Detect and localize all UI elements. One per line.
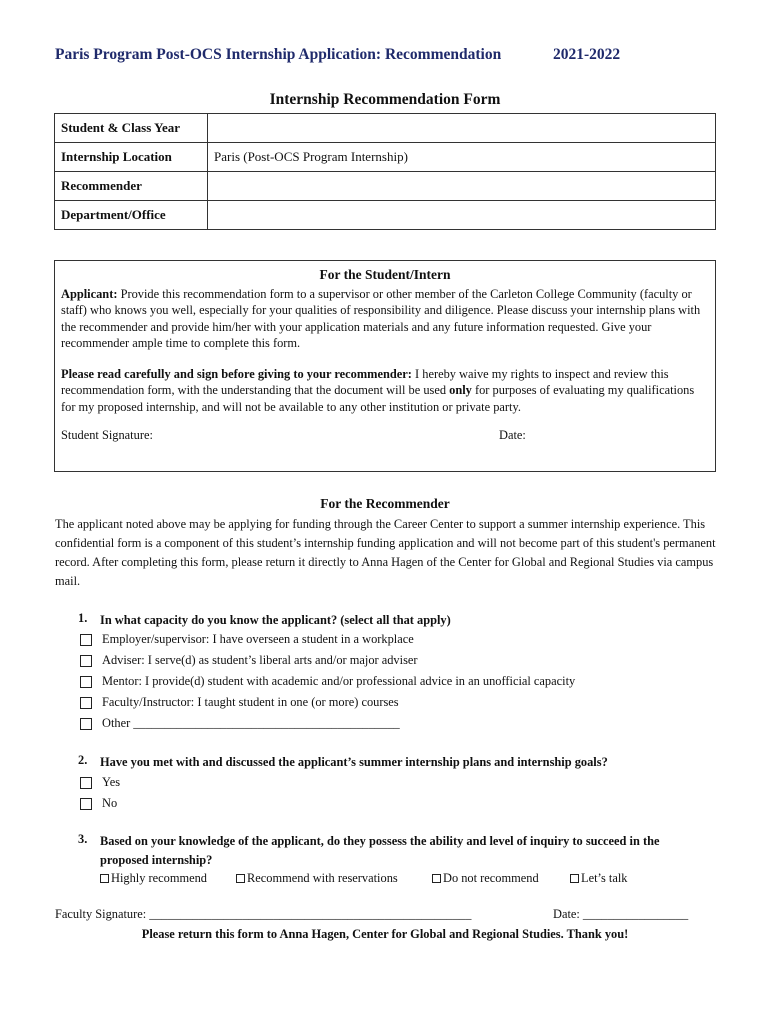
checkbox-icon[interactable] bbox=[80, 634, 92, 646]
question-number: 3. bbox=[78, 832, 88, 846]
recommender-section-heading: For the Recommender bbox=[320, 496, 450, 511]
return-instructions: Please return this form to Anna Hagen, Center for Global and Regional Studies. Thank you! bbox=[141, 927, 629, 941]
field-label: Recommender bbox=[55, 172, 208, 201]
faculty-signature-field[interactable]: Faculty Signature: ____________________________________________________ bbox=[55, 907, 472, 921]
question-1-text: In what capacity do you know the applicant? (select all that apply) bbox=[100, 613, 451, 627]
table-row bbox=[55, 114, 716, 143]
option-label: Do not recommend bbox=[443, 871, 539, 885]
academic-year: 2021-2022 bbox=[553, 46, 621, 63]
option-label: Highly recommend bbox=[111, 871, 208, 885]
option-recommend-reservations[interactable] bbox=[236, 871, 398, 886]
student-section bbox=[54, 260, 716, 472]
student-signature-row bbox=[61, 427, 709, 445]
checkbox-icon[interactable] bbox=[80, 718, 92, 730]
question-number: 1. bbox=[78, 611, 88, 625]
option-label: Recommend with reservations bbox=[247, 871, 398, 885]
field-label: Student & Class Year bbox=[55, 114, 208, 143]
question-number: 2. bbox=[78, 753, 88, 767]
checkbox-icon[interactable] bbox=[432, 874, 441, 883]
question-3-text: Based on your knowledge of the applicant, do they possess the ability and level of inquiry to succeed in the proposed internship? bbox=[100, 834, 660, 867]
checkbox-icon[interactable] bbox=[100, 874, 109, 883]
checkbox-icon[interactable] bbox=[80, 676, 92, 688]
waiver-text-end: for purposes of evaluating my qualifications for my proposed internship, and will not be available to any other institution or private party. bbox=[61, 383, 695, 414]
option-employer[interactable] bbox=[80, 630, 414, 648]
faculty-date-field[interactable]: Date: _________________ bbox=[553, 907, 689, 921]
option-label: No bbox=[102, 795, 118, 810]
form-title: Internship Recommendation Form bbox=[269, 91, 501, 108]
waiver-statement bbox=[61, 366, 709, 416]
info-table bbox=[54, 113, 716, 230]
option-label: Faculty/Instructor: I taught student in one (or more) courses bbox=[102, 694, 399, 709]
checkbox-icon[interactable] bbox=[570, 874, 579, 883]
checkbox-icon[interactable] bbox=[80, 655, 92, 667]
checkbox-icon[interactable] bbox=[80, 777, 92, 789]
waiver-only: only bbox=[449, 383, 472, 397]
option-label: Mentor: I provide(d) student with academic and/or professional advice in an unofficial capacity bbox=[102, 673, 576, 688]
option-no[interactable] bbox=[80, 794, 117, 812]
option-do-not-recommend[interactable] bbox=[432, 871, 539, 886]
question-2-text: Have you met with and discussed the applicant’s summer internship plans and internship goals? bbox=[100, 755, 608, 769]
student-class-year-field[interactable] bbox=[208, 114, 716, 143]
checkbox-icon[interactable] bbox=[80, 697, 92, 709]
option-highly-recommend[interactable] bbox=[100, 871, 207, 886]
option-yes[interactable] bbox=[80, 773, 120, 791]
field-label: Department/Office bbox=[55, 201, 208, 230]
field-label: Internship Location bbox=[55, 143, 208, 172]
department-office-field[interactable] bbox=[208, 201, 716, 230]
option-label: Adviser: I serve(d) as student’s liberal arts and/or major adviser bbox=[102, 652, 418, 667]
option-label: Yes bbox=[102, 774, 121, 789]
option-label: Let’s talk bbox=[581, 871, 628, 885]
internship-location-field[interactable]: Paris (Post-OCS Program Internship) bbox=[208, 143, 716, 172]
table-row bbox=[55, 201, 716, 230]
option-label: Employer/supervisor: I have overseen a student in a workplace bbox=[102, 631, 414, 646]
option-lets-talk[interactable] bbox=[570, 871, 627, 886]
student-date-field[interactable]: Date: bbox=[499, 428, 526, 442]
student-section-heading: For the Student/Intern bbox=[319, 267, 451, 282]
applicant-label: Applicant: bbox=[61, 286, 118, 301]
option-label: Other ___________________________________________ bbox=[102, 715, 400, 730]
recommender-intro: The applicant noted above may be applying for funding through the Career Center to support a summer internship experience. This confidential form is a component of this student’s internship funding application and will not become part of this student's permanent record. After completing this form, please return it directly to Anna Hagen of the Center for Global and Regional Studies via campus mail. bbox=[55, 517, 716, 588]
table-row bbox=[55, 143, 716, 172]
checkbox-icon[interactable] bbox=[236, 874, 245, 883]
option-adviser[interactable] bbox=[80, 651, 418, 669]
document-title: Paris Program Post-OCS Internship Application: Recommendation bbox=[55, 46, 502, 63]
applicant-text: Provide this recommendation form to a supervisor or other member of the Carleton College Community (faculty or staff) who knows you well, especially for your qualities of responsibility and diligence. Please discuss your internship plans with the recommender and provide him/her with your application materials and any future information requested. Give your recommender ample time to complete this form. bbox=[61, 286, 701, 350]
student-signature-field[interactable]: Student Signature: bbox=[61, 428, 153, 442]
table-row bbox=[55, 172, 716, 201]
option-other[interactable] bbox=[80, 714, 400, 732]
recommender-field[interactable] bbox=[208, 172, 716, 201]
option-mentor[interactable] bbox=[80, 672, 575, 690]
waiver-text: I hereby waive my rights to inspect and review this recommendation form, with the understanding that the document will be used bbox=[61, 366, 669, 397]
checkbox-icon[interactable] bbox=[80, 798, 92, 810]
option-faculty[interactable] bbox=[80, 693, 399, 711]
waiver-label: Please read carefully and sign before giving to your recommender: bbox=[61, 366, 412, 381]
applicant-instructions bbox=[61, 286, 709, 352]
